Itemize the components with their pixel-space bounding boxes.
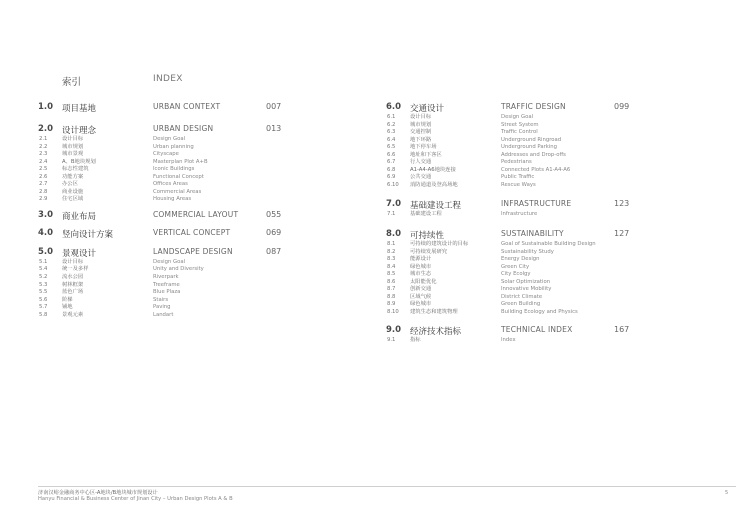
subsection-title-cn: 城市景观 (62, 151, 84, 158)
subsection-number: 5.3 (39, 281, 48, 288)
section-title-en: INFRASTRUCTURE (501, 199, 572, 209)
subsection-row[interactable] (38, 289, 328, 297)
subsection-title-cn: 住宅区域 (62, 196, 84, 203)
section-heading[interactable] (38, 247, 328, 259)
subsection-row[interactable] (386, 114, 706, 122)
subsection-title-cn: A、B地块规划 (62, 158, 96, 165)
subsection-title-en: Iconic Buildings (153, 166, 195, 173)
subsection-number: 8.1 (387, 241, 396, 248)
toc-left-column (38, 102, 328, 319)
section-page-number: 013 (266, 124, 282, 133)
subsection-number: 6.5 (387, 144, 396, 151)
subsection-row[interactable] (38, 181, 328, 189)
toc-section (38, 102, 328, 114)
subsection-title-en: Riverpark (153, 274, 179, 281)
subsection-number: 8.2 (387, 248, 396, 255)
subsection-title-cn: 商业设施 (62, 188, 84, 195)
subsection-title-en: Offices Areas (153, 181, 188, 188)
subsection-number: 5.2 (39, 274, 48, 281)
subsection-number: 2.4 (39, 158, 48, 165)
subsection-title-en: Infrastructure (501, 211, 538, 218)
subsection-title-en: Underground Parking (501, 144, 558, 151)
subsection-number: 5.8 (39, 311, 48, 318)
subsection-title-cn: 地下停车场 (410, 144, 437, 151)
section-title-en: VERTICAL CONCEPT (153, 227, 231, 237)
subsection-title-cn: 公共交通 (410, 174, 432, 181)
subsection-row[interactable] (386, 129, 706, 137)
section-number: 8.0 (386, 229, 402, 240)
subsection-row[interactable] (386, 182, 706, 190)
section-title-cn: 交通设计 (410, 104, 445, 114)
subsection-title-en: Index (501, 337, 516, 344)
subsection-number: 6.2 (387, 121, 396, 128)
subsection-number: 8.8 (387, 293, 396, 300)
subsection-row[interactable] (386, 174, 706, 182)
subsection-title-cn: 城市规划 (410, 121, 432, 128)
subsection-row[interactable] (386, 144, 706, 152)
subsection-title-en: Green City (501, 263, 530, 270)
subsection-title-en: Unity and Diversity (153, 266, 204, 273)
subsection-number: 8.9 (387, 301, 396, 308)
subsection-number: 6.3 (387, 129, 396, 136)
subsection-row[interactable] (386, 264, 706, 272)
page-number: 5 (725, 490, 729, 496)
section-number: 3.0 (38, 209, 54, 220)
toc-right-column (386, 102, 706, 345)
toc-section (386, 199, 706, 219)
toc-section (38, 124, 328, 204)
subsection-number: 5.4 (39, 266, 48, 273)
subsection-number: 5.7 (39, 304, 48, 311)
subsection-row[interactable] (386, 167, 706, 175)
index-title-en: INDEX (153, 74, 183, 84)
subsection-row[interactable] (38, 174, 328, 182)
subsection-title-cn: 铺地 (62, 304, 73, 311)
subsection-title-cn: 城市规划 (62, 143, 84, 150)
toc-section (386, 102, 706, 189)
subsection-title-en: Underground Ringroad (501, 136, 562, 143)
section-number: 4.0 (38, 227, 54, 238)
section-page-number: 123 (614, 199, 630, 209)
subsection-title-en: Masterplan Plot A+B (153, 158, 208, 165)
subsection-number: 2.2 (39, 143, 48, 150)
subsection-title-cn: 城市生态 (410, 271, 432, 278)
subsection-row[interactable] (386, 271, 706, 279)
subsection-title-en: Stairs (153, 296, 169, 303)
subsection-number: 2.1 (39, 136, 48, 142)
subsection-row[interactable] (386, 301, 706, 309)
section-title-en: URBAN CONTEXT (153, 102, 221, 111)
subsection-row[interactable] (386, 152, 706, 160)
subsection-number: 8.10 (387, 308, 399, 315)
subsection-title-en: Green Building (501, 301, 541, 308)
subsection-number: 8.5 (387, 271, 396, 278)
subsection-row[interactable] (386, 122, 706, 130)
subsection-title-cn: 可持续发展研究 (410, 248, 448, 255)
section-title-en: URBAN DESIGN (153, 124, 214, 133)
section-heading[interactable] (386, 229, 706, 241)
section-number: 7.0 (386, 199, 402, 210)
subsection-title-en: Rescue Ways (501, 181, 536, 188)
subsection-number: 5.6 (39, 296, 48, 303)
subsection-title-en: Solar Optimization (501, 278, 551, 285)
subsection-title-en: Commercial Areas (153, 188, 202, 195)
subsection-row[interactable] (38, 151, 328, 159)
section-title-cn: 基础建设工程 (410, 201, 462, 212)
subsection-number: 2.3 (39, 151, 48, 158)
section-page-number: 007 (266, 102, 282, 111)
section-title-cn: 设计理念 (62, 126, 97, 136)
subsection-title-cn: 交通控制 (410, 129, 432, 136)
section-title-en: LANDSCAPE DESIGN (153, 246, 233, 256)
subsection-title-en: City Ecolgy (501, 271, 531, 278)
subsection-number: 6.4 (387, 136, 396, 143)
section-heading[interactable] (386, 102, 706, 114)
subsection-row[interactable] (38, 274, 328, 282)
subsection-title-cn: 设计目标 (410, 114, 432, 120)
subsection-title-en: Energy Design (501, 256, 540, 263)
subsection-row[interactable] (38, 266, 328, 274)
toc-section (38, 210, 328, 222)
subsection-title-en: District Climate (501, 293, 543, 300)
subsection-title-cn: 太阳能优化 (410, 278, 437, 285)
subsection-title-en: Design Goal (153, 258, 186, 265)
subsection-number: 6.10 (387, 181, 399, 188)
section-number: 5.0 (38, 246, 54, 257)
subsection-number: 9.1 (387, 337, 396, 344)
subsection-title-en: Addresses and Drop-offs (501, 151, 566, 158)
subsection-title-cn: 绿色城市 (410, 263, 432, 270)
index-title-cn: 索引 (62, 77, 82, 88)
subsection-row[interactable] (386, 249, 706, 257)
footer-title-cn: 济南汉峪金融商务中心区-A地块/B地块城市规划设计 (38, 490, 158, 496)
subsection-row[interactable] (386, 211, 706, 219)
subsection-number: 8.7 (387, 286, 396, 293)
subsection-number: 2.7 (39, 181, 48, 188)
subsection-title-en: Building Ecology and Physics (501, 308, 578, 315)
toc-section (38, 228, 328, 240)
subsection-title-en: Cityscape (153, 151, 179, 158)
subsection-number: 2.8 (39, 188, 48, 195)
subsection-row[interactable] (386, 159, 706, 167)
subsection-row[interactable] (386, 256, 706, 264)
subsection-number: 2.6 (39, 173, 48, 180)
subsection-title-cn: 标志性建筑 (62, 166, 89, 173)
section-title-cn: 经济技术指标 (410, 327, 462, 338)
subsection-title-en: Functional Concept (153, 173, 204, 180)
subsection-row[interactable] (38, 297, 328, 305)
subsection-title-en: Treeframe (153, 281, 180, 288)
section-title-en: COMMERCIAL LAYOUT (153, 209, 239, 219)
subsection-title-cn: 阶梯 (62, 296, 73, 303)
index-header (62, 74, 262, 88)
section-page-number: 055 (266, 209, 282, 219)
subsection-title-en: Urban planning (153, 143, 194, 150)
subsection-title-cn: 区域气候 (410, 293, 432, 300)
section-page-number: 127 (614, 229, 630, 239)
section-number: 6.0 (386, 102, 402, 112)
subsection-title-en: Traffic Control (501, 129, 538, 136)
toc-section (386, 325, 706, 345)
subsection-title-en: Public Traffic (501, 174, 535, 181)
subsection-title-cn: 设计目标 (62, 136, 84, 142)
section-number: 1.0 (38, 102, 54, 112)
subsection-number: 6.9 (387, 174, 396, 181)
subsection-row[interactable] (38, 166, 328, 174)
subsection-number: 7.1 (387, 211, 396, 218)
subsection-number: 6.7 (387, 159, 396, 166)
subsection-number: 8.6 (387, 278, 396, 285)
subsection-title-cn: 蓝色广场 (62, 289, 84, 296)
subsection-row[interactable] (386, 309, 706, 317)
section-number: 2.0 (38, 124, 54, 134)
subsection-title-en: Paving (153, 304, 171, 311)
subsection-title-en: Landart (153, 311, 174, 318)
subsection-title-cn: 办公区 (62, 181, 78, 188)
section-title-cn: 商业布局 (62, 211, 97, 222)
subsection-title-cn: 流水公园 (62, 274, 84, 281)
subsection-title-en: Innovative Mobility (501, 286, 552, 293)
subsection-title-cn: 可持续的建筑设计的目标 (410, 241, 469, 248)
subsection-row[interactable] (386, 279, 706, 287)
subsection-number: 8.4 (387, 263, 396, 270)
section-title-cn: 竖向设计方案 (62, 229, 114, 240)
section-title-cn: 可持续性 (410, 231, 445, 242)
subsection-title-en: Connected Plots A1-A4-A6 (501, 166, 571, 173)
subsection-row[interactable] (386, 286, 706, 294)
section-number: 9.0 (386, 325, 402, 336)
subsection-title-en: Sustainability Study (501, 248, 554, 255)
subsection-title-cn: 统一及多样 (62, 266, 89, 273)
subsection-title-cn: 能源设计 (410, 256, 432, 263)
subsection-title-en: Design Goal (153, 136, 186, 142)
section-heading[interactable] (386, 199, 706, 211)
toc-section (38, 247, 328, 319)
subsection-row[interactable] (38, 312, 328, 320)
section-heading[interactable] (38, 210, 328, 222)
section-page-number: 167 (614, 325, 630, 335)
subsection-number: 6.8 (387, 166, 396, 173)
subsection-title-cn: 消防通道及登高场地 (410, 181, 458, 188)
section-title-cn: 项目基地 (62, 104, 97, 114)
subsection-title-en: Goal of Sustainable Building Design (501, 241, 596, 248)
section-heading[interactable] (38, 102, 328, 114)
subsection-title-en: Housing Areas (153, 196, 192, 203)
subsection-title-cn: 建筑生态和建筑物理 (410, 308, 458, 315)
subsection-row[interactable] (38, 304, 328, 312)
section-page-number: 099 (614, 102, 630, 111)
subsection-row[interactable] (386, 337, 706, 345)
section-title-en: TECHNICAL INDEX (501, 325, 573, 335)
section-page-number: 069 (266, 227, 282, 237)
subsection-row[interactable] (38, 196, 328, 204)
subsection-title-en: Street System (501, 121, 539, 128)
subsection-number: 5.5 (39, 289, 48, 296)
subsection-title-en: Design Goal (501, 114, 534, 120)
subsection-number: 5.1 (39, 258, 48, 265)
subsection-title-cn: 地下环路 (410, 136, 432, 143)
subsection-row[interactable] (386, 294, 706, 302)
subsection-number: 2.9 (39, 196, 48, 203)
subsection-title-cn: 基础建设工程 (410, 211, 442, 218)
subsection-title-cn: A1-A4-A6地块连接 (410, 166, 456, 173)
subsection-number: 6.1 (387, 114, 396, 120)
subsection-title-cn: 设计目标 (62, 258, 84, 265)
subsection-title-cn: 绿色城市 (410, 301, 432, 308)
section-heading[interactable] (386, 325, 706, 337)
subsection-row[interactable] (386, 241, 706, 249)
subsection-title-en: Pedestrians (501, 159, 532, 166)
subsection-row[interactable] (38, 144, 328, 152)
subsection-title-cn: 树林框架 (62, 281, 84, 288)
subsection-title-cn: 功能方案 (62, 173, 84, 180)
footer-title-en: Hanyu Financial & Business Center of Jinan City – Urban Design Plots A & B (38, 496, 233, 502)
section-title-cn: 景观设计 (62, 248, 97, 259)
section-title-en: SUSTAINABILITY (501, 229, 564, 239)
subsection-number: 6.6 (387, 151, 396, 158)
section-page-number: 087 (266, 246, 282, 256)
footer-divider (38, 486, 736, 487)
toc-section (386, 229, 706, 316)
subsection-title-cn: 创新交通 (410, 286, 432, 293)
subsection-title-cn: 地址和下客区 (410, 151, 442, 158)
subsection-row[interactable] (38, 282, 328, 290)
subsection-title-cn: 指标 (410, 337, 421, 344)
subsection-title-cn: 行人交通 (410, 159, 432, 166)
subsection-title-cn: 景观元素 (62, 311, 84, 318)
section-heading[interactable] (38, 228, 328, 240)
subsection-row[interactable] (38, 136, 328, 144)
section-heading[interactable] (38, 124, 328, 136)
section-title-en: TRAFFIC DESIGN (501, 102, 566, 111)
subsection-title-en: Blue Plaza (153, 289, 181, 296)
subsection-number: 2.5 (39, 166, 48, 173)
subsection-number: 8.3 (387, 256, 396, 263)
